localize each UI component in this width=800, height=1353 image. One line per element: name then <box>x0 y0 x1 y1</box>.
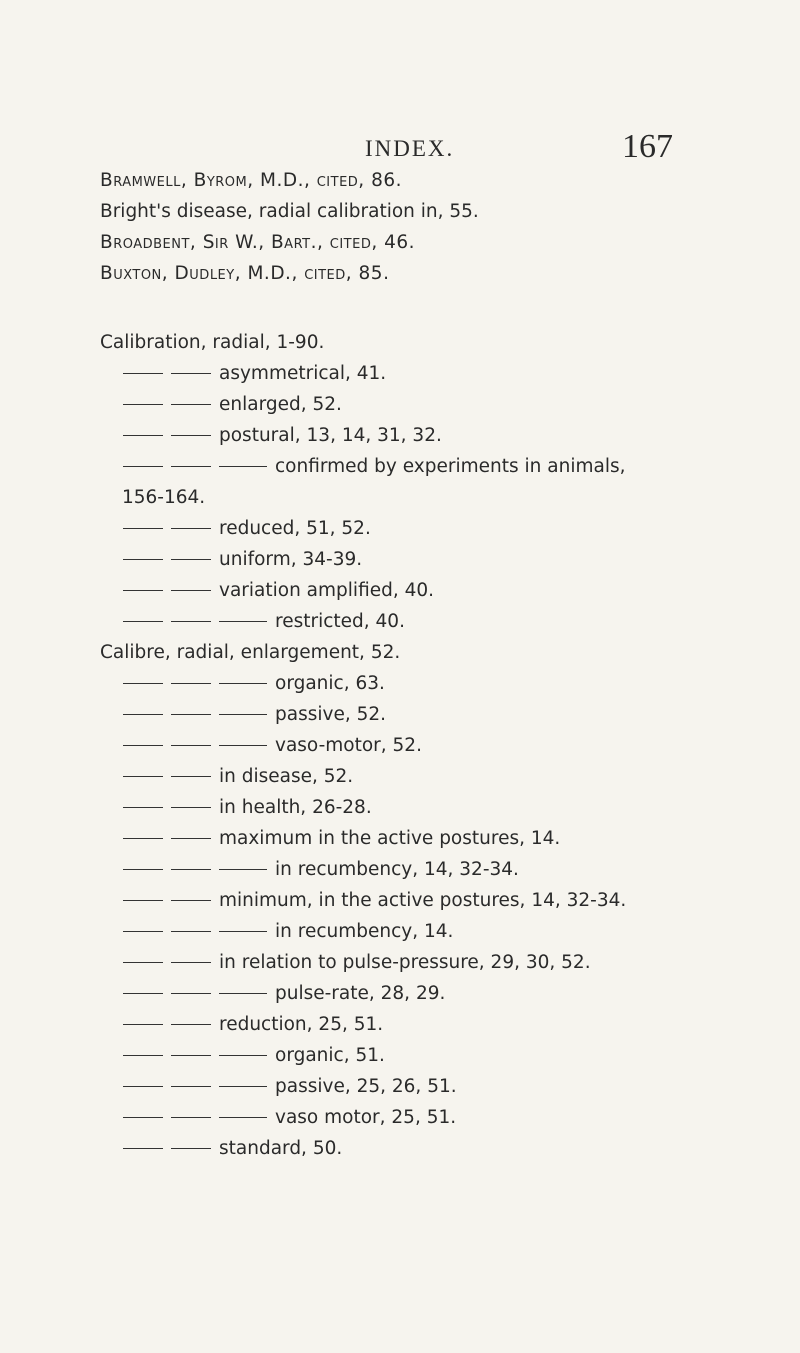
subentry-text: in health, 26-28. <box>219 797 372 818</box>
index-subentry <box>123 856 519 884</box>
subentry-text: vaso-motor, 52. <box>275 735 422 756</box>
ditto-dash <box>123 900 163 901</box>
ditto-dash <box>123 869 163 870</box>
ditto-dash <box>171 621 211 622</box>
ditto-dash <box>219 621 267 622</box>
ditto-dash <box>123 745 163 746</box>
index-entry: Buxton, Dudley, M.D., cited, 85. <box>100 263 390 284</box>
index-subentry <box>123 1011 383 1039</box>
subentry-text: in disease, 52. <box>219 766 354 787</box>
index-subentry <box>123 453 626 481</box>
index-continuation: 156-164. <box>122 487 206 508</box>
ditto-dash <box>123 466 163 467</box>
ditto-dash <box>171 776 211 777</box>
ditto-dash <box>171 931 211 932</box>
ditto-dash <box>171 1117 211 1118</box>
index-entry: Broadbent, Sir W., Bart., cited, 46. <box>100 232 416 253</box>
subentry-text: pulse-rate, 28, 29. <box>275 983 446 1004</box>
subentry-text: confirmed by experiments in animals, <box>275 456 626 477</box>
index-subentry <box>123 1135 342 1163</box>
subentry-text: maximum in the active postures, 14. <box>219 828 561 849</box>
subentry-text: restricted, 40. <box>275 611 405 632</box>
ditto-dash <box>171 900 211 901</box>
subentry-text: in relation to pulse-pressure, 29, 30, 52. <box>219 952 591 973</box>
ditto-dash <box>171 528 211 529</box>
index-subentry <box>123 825 560 853</box>
subentry-text: organic, 51. <box>275 1045 385 1066</box>
ditto-dash <box>123 1117 163 1118</box>
index-subentry <box>123 546 362 574</box>
subentry-text: standard, 50. <box>219 1138 343 1159</box>
ditto-dash <box>219 466 267 467</box>
ditto-dash <box>123 590 163 591</box>
subentry-text: in recumbency, 14. <box>275 921 454 942</box>
index-subentry <box>123 422 442 450</box>
ditto-dash <box>171 590 211 591</box>
ditto-dash <box>123 1055 163 1056</box>
index-subentry <box>123 980 445 1008</box>
ditto-dash <box>219 683 267 684</box>
index-entry: Bramwell, Byrom, M.D., cited, 86. <box>100 170 402 191</box>
ditto-dash <box>171 404 211 405</box>
ditto-dash <box>171 1055 211 1056</box>
ditto-dash <box>219 993 267 994</box>
ditto-dash <box>123 528 163 529</box>
ditto-dash <box>123 683 163 684</box>
subentry-text: minimum, in the active postures, 14, 32-34. <box>219 890 627 911</box>
ditto-dash <box>123 1148 163 1149</box>
ditto-dash <box>171 1086 211 1087</box>
subentry-text: postural, 13, 14, 31, 32. <box>219 425 442 446</box>
subentry-text: in recumbency, 14, 32-34. <box>275 859 519 880</box>
ditto-dash <box>171 1024 211 1025</box>
ditto-dash <box>171 745 211 746</box>
ditto-dash <box>171 807 211 808</box>
ditto-dash <box>123 373 163 374</box>
ditto-dash <box>171 373 211 374</box>
subentry-text: variation amplified, 40. <box>219 580 435 601</box>
ditto-dash <box>123 1024 163 1025</box>
index-subentry <box>123 515 371 543</box>
subentry-text: reduced, 51, 52. <box>219 518 371 539</box>
index-subentry <box>123 918 453 946</box>
page-title: INDEX. <box>365 136 455 161</box>
ditto-dash <box>219 869 267 870</box>
ditto-dash <box>123 962 163 963</box>
index-subentry <box>123 1104 456 1132</box>
index-subentry <box>123 732 422 760</box>
index-subentry <box>123 1042 385 1070</box>
subentry-text: asymmetrical, 41. <box>219 363 387 384</box>
index-entry: Calibration, radial, 1-90. <box>100 332 325 353</box>
ditto-dash <box>171 683 211 684</box>
ditto-dash <box>219 931 267 932</box>
index-subentry <box>123 577 434 605</box>
ditto-dash <box>123 1086 163 1087</box>
index-subentry <box>123 887 626 915</box>
ditto-dash <box>219 1086 267 1087</box>
subentry-text: uniform, 34-39. <box>219 549 363 570</box>
ditto-dash <box>171 559 211 560</box>
ditto-dash <box>171 714 211 715</box>
ditto-dash <box>123 404 163 405</box>
page-number: 167 <box>622 128 673 165</box>
index-subentry <box>123 701 386 729</box>
index-subentry <box>123 794 372 822</box>
index-subentry <box>123 391 342 419</box>
ditto-dash <box>219 1117 267 1118</box>
index-subentry <box>123 1073 457 1101</box>
ditto-dash <box>123 931 163 932</box>
subentry-text: vaso motor, 25, 51. <box>275 1107 457 1128</box>
subentry-text: enlarged, 52. <box>219 394 342 415</box>
subentry-text: passive, 52. <box>275 704 387 725</box>
ditto-dash <box>219 714 267 715</box>
ditto-dash <box>123 807 163 808</box>
index-subentry <box>123 763 353 791</box>
index-subentry <box>123 670 385 698</box>
subentry-text: passive, 25, 26, 51. <box>275 1076 457 1097</box>
index-entry: Bright's disease, radial calibration in, 55. <box>100 201 479 222</box>
ditto-dash <box>123 559 163 560</box>
ditto-dash <box>123 621 163 622</box>
subentry-text: organic, 63. <box>275 673 385 694</box>
ditto-dash <box>219 745 267 746</box>
ditto-dash <box>123 838 163 839</box>
ditto-dash <box>123 993 163 994</box>
ditto-dash <box>171 869 211 870</box>
index-subentry <box>123 949 591 977</box>
subentry-text: reduction, 25, 51. <box>219 1014 384 1035</box>
ditto-dash <box>171 466 211 467</box>
ditto-dash <box>171 962 211 963</box>
ditto-dash <box>171 993 211 994</box>
index-subentry <box>123 360 386 388</box>
ditto-dash <box>123 435 163 436</box>
ditto-dash <box>171 1148 211 1149</box>
ditto-dash <box>123 714 163 715</box>
index-subentry <box>123 608 405 636</box>
ditto-dash <box>123 776 163 777</box>
ditto-dash <box>219 1055 267 1056</box>
ditto-dash <box>171 838 211 839</box>
ditto-dash <box>171 435 211 436</box>
index-entry: Calibre, radial, enlargement, 52. <box>100 642 401 663</box>
